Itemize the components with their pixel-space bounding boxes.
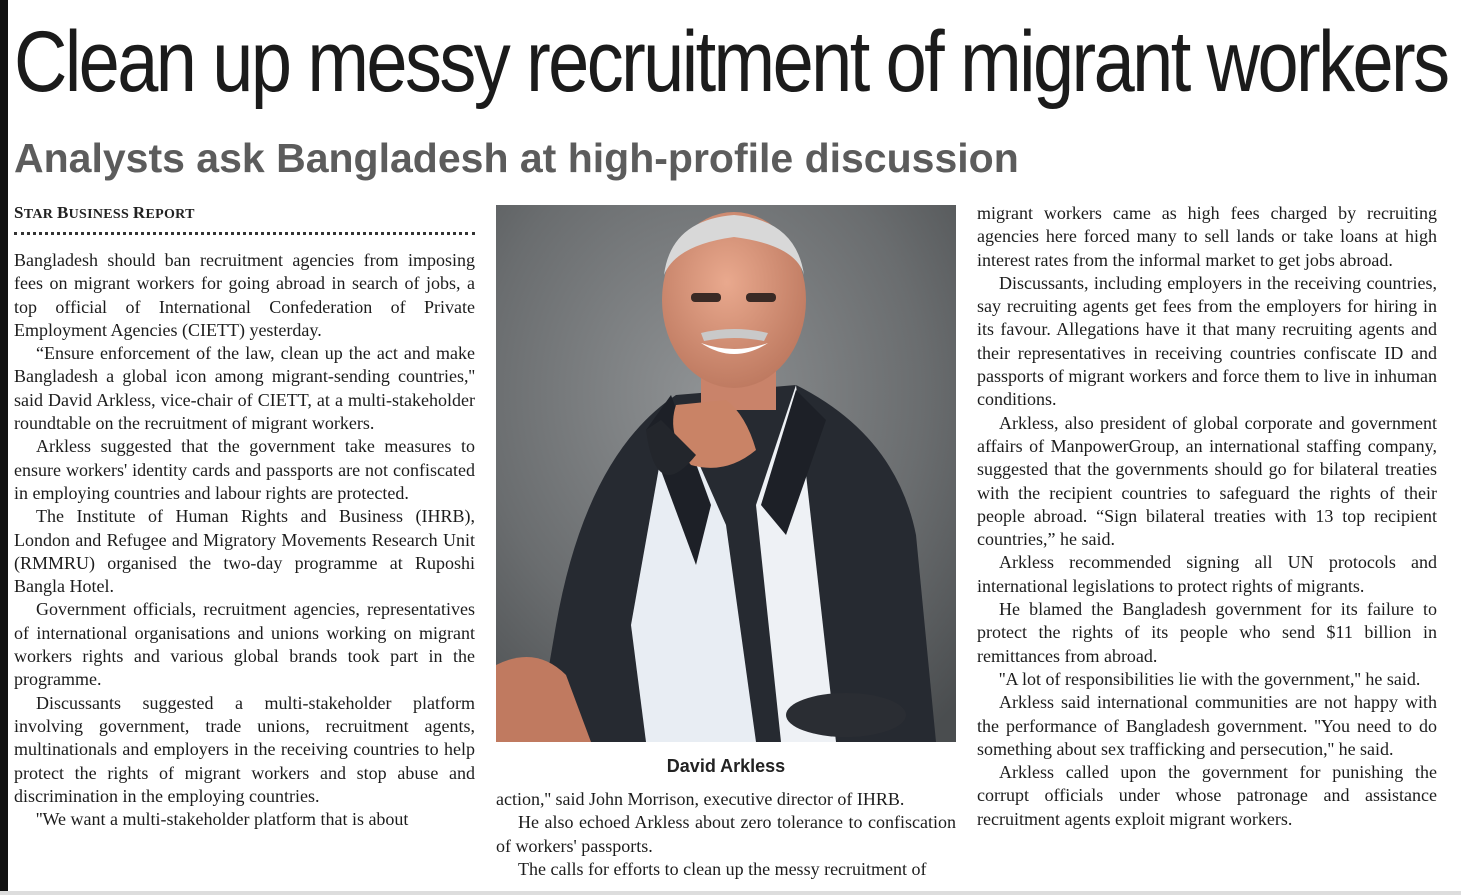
paragraph: The Institute of Human Rights and Business (IHRB), London and Refugee and Migratory Movements Research Unit (RMMRU) organised the two-day programme at Ruposhi Bangla Hotel. [14,506,475,597]
paragraph: Arkless said international communities are not happy with the performance of Bangladesh government. ''You need to do something about sex trafficking and persecution,'' he said. [977,692,1437,759]
headline: Clean up messy recruitment of migrant workers [14,14,1448,110]
byline-part: TAR [23,207,57,222]
byline-part: R [132,203,146,222]
paragraph: Arkless, also president of global corporate and government affairs of ManpowerGroup, an international staffing company, suggested that the governments should go for bilateral treaties with the recipient countries to safeguard the rights of their people abroad. “Sign bilateral treaties with 13 top recipient countries,” he said. [977,412,1437,550]
paragraph: The calls for efforts to clean up the messy recruitment of [518,858,927,879]
bottom-border [0,891,1461,895]
byline [14,203,475,223]
paragraph: ''A lot of responsibilities lie with the government,'' he said. [999,668,1421,689]
byline-part: EPORT [145,207,195,222]
left-border-bar [0,0,8,895]
paragraph: Discussants, including employers in the receiving countries, say recruiting agents get fees from the employers for hiring in its favour. Allegations have it that many recruiting agents and their representatives in receiving countries confiscate ID and passports of migrant workers and force them to live in inhuman conditions. [977,272,1437,410]
article-column-3 [977,202,1437,831]
article-column-2 [496,788,956,881]
paragraph: Government officials, recruitment agencies, representatives of international organisations and unions working on migrant workers rights and various global brands took part in the programme. [14,599,475,690]
byline-part: USINESS [68,207,133,222]
portrait-photo [496,205,956,742]
photo-caption: David Arkless [666,756,786,776]
dotted-divider [14,232,475,235]
paragraph: He blamed the Bangladesh government for its failure to protect the rights of its people who send $11 billion in remittances from abroad. [977,599,1437,666]
paragraph: action,'' said John Morrison, executive director of IHRB. [496,789,905,809]
paragraph: Arkless suggested that the government take measures to ensure workers' identity cards and passports are not confiscated in employing countries and labour rights are protected. [14,436,475,503]
paragraph: Bangladesh should ban recruitment agencies from imposing fees on migrant workers for going abroad in search of jobs, a top official of International Confederation of Private Employment Agencies (CIETT) yesterday. [14,250,475,340]
paragraph: Arkless recommended signing all UN protocols and international legislations to protect rights of migrants. [977,552,1437,596]
article-column-1 [14,249,475,831]
paragraph: Arkless called upon the government for punishing the corrupt officials under whose patronage and assistance recruitment agents exploit migrant workers. [977,762,1437,829]
portrait-illustration [496,205,956,742]
subheadline: Analysts ask Bangladesh at high-profile discussion [14,135,1019,181]
byline-part: S [14,203,24,222]
byline-part: B [57,203,69,222]
paragraph: Discussants suggested a multi-stakeholder platform involving government, trade unions, recruitment agents, multinationals and employers in the receiving countries to help protect the rights of migrant workers and stop abuse and discrimination in the employing countries. [14,692,475,806]
paragraph: ''We want a multi-stakeholder platform that is about [36,809,409,830]
paragraph: He also echoed Arkless about zero tolerance to confiscation of workers' passports. [496,812,956,856]
paragraph: “Ensure enforcement of the law, clean up the act and make Bangladesh a global icon among migrant-sending countries,'' said David Arkless, vice-chair of CIETT, at a multi-stakeholder roundtable on the recruitment of migrant workers. [14,343,475,434]
paragraph: migrant workers came as high fees charged by recruiting agencies here forced many to sell lands or take loans at high interest rates from the informal market to get jobs abroad. [977,203,1437,270]
